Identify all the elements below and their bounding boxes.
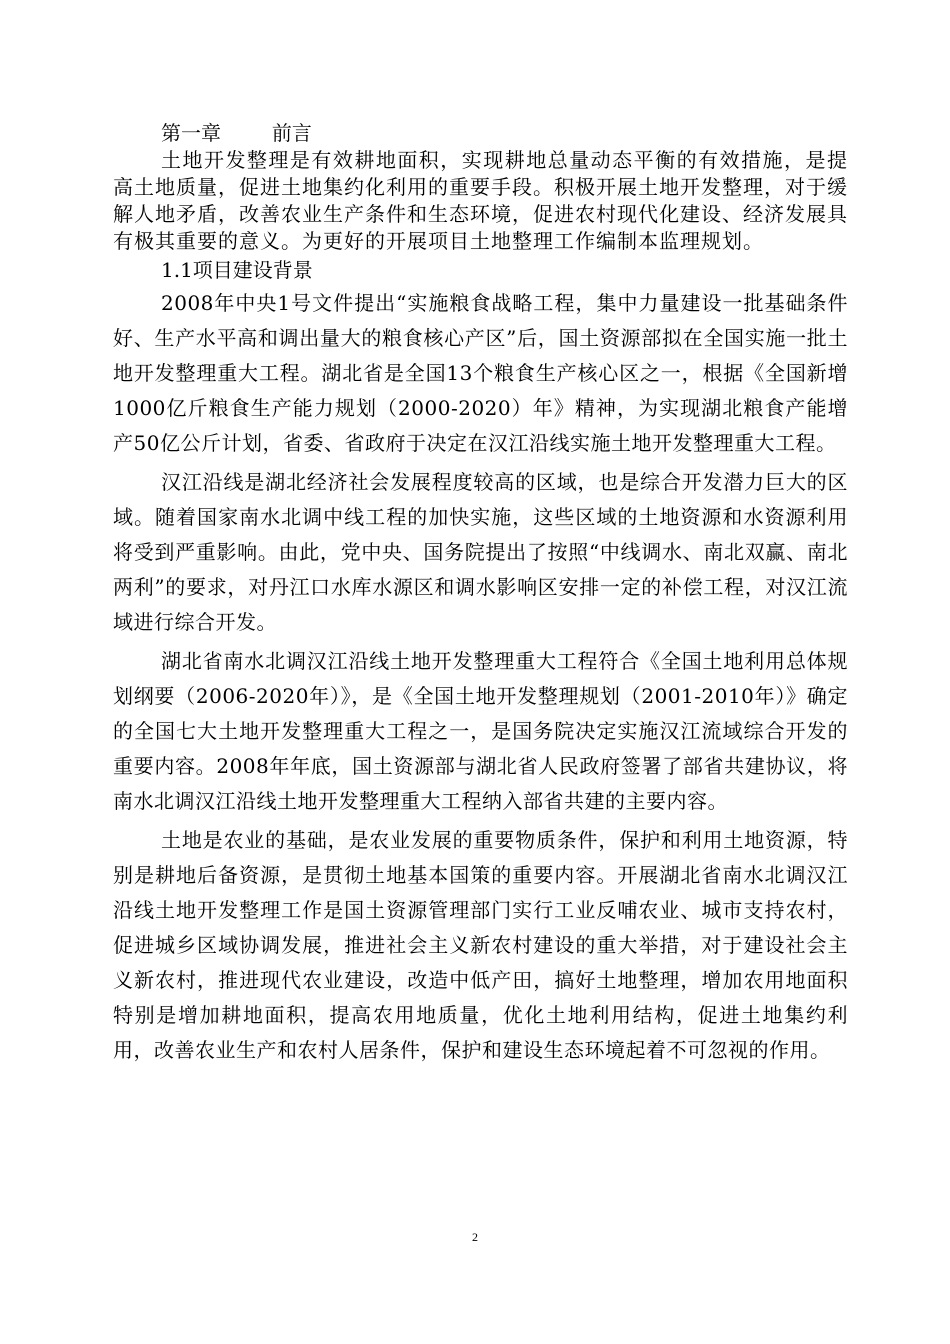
paragraph-hanjiang-region: 汉江沿线是湖北经济社会发展程度较高的区域，也是综合开发潜力巨大的区域。随着国家南水北调中线工程的加快实施，这些区域的土地资源和水资源利用将受到严重影响。由此，党中央、国务院提出了按照“中线调水、南北双赢、南北两利”的要求，对丹江口水库水源区和调水影响区安排一定的补偿工程，对汉江流域进行综合开发。 bbox=[113, 470, 848, 634]
paragraph-land-importance: 土地是农业的基础，是农业发展的重要物质条件，保护和利用土地资源，特别是耕地后备资源，是贯彻土地基本国策的重要内容。开展湖北省南水北调汉江沿线土地开发整理工作是国土资源管理部门实行工业反哺农业、城市支持农村，促进城乡区域协调发展，推进社会主义新农村建设的重大举措，对于建设社会主义新农村，推进现代农业建设，改造中低产田，搞好土地整理，增加农用地面积特别是增加耕地面积，提高农用地质量，优化土地利用结构，促进土地集约利用，改善农业生产和农村人居条件，保护和建设生态环境起着不可忽视的作用。 bbox=[113, 828, 848, 1062]
intro-paragraph: 土地开发整理是有效耕地面积，实现耕地总量动态平衡的有效措施，是提高土地质量，促进土地集约化利用的重要手段。积极开展土地开发整理，对于缓解人地矛盾，改善农业生产条件和生态环境，促进农村现代化建设、经济发展具有极其重要的意义。为更好的开展项目土地整理工作编制本监理规划。 bbox=[113, 148, 848, 253]
document-page bbox=[113, 120, 848, 1072]
chapter-title: 第一章 前言 bbox=[161, 121, 312, 145]
section-title: 1.1项目建设背景 bbox=[161, 258, 313, 282]
paragraph-background: 2008年中央1号文件提出“实施粮食战略工程，集中力量建设一批基础条件好、生产水平高和调出量大的粮食核心产区”后，国土资源部拟在全国实施一批土地开发整理重大工程。湖北省是全国13个粮食生产核心区之一，根据《全国新增1000亿斤粮食生产能力规划（2000-2020）年》精神，为实现湖北粮食产能增产50亿公斤计划，省委、省政府于决定在汉江沿线实施土地开发整理重大工程。 bbox=[113, 291, 848, 455]
page-number: 2 bbox=[472, 1230, 478, 1244]
paragraph-major-project: 湖北省南水北调汉江沿线土地开发整理重大工程符合《全国土地利用总体规划纲要（2006-2020年）》，是《全国土地开发整理规划（2001-2010年）》确定的全国七大土地开发整理重大工程之一，是国务院决定实施汉江流域综合开发的重要内容。2008年年底，国土资源部与湖北省人民政府签署了部省共建协议，将南水北调汉江沿线土地开发整理重大工程纳入部省共建的主要内容。 bbox=[113, 649, 848, 813]
